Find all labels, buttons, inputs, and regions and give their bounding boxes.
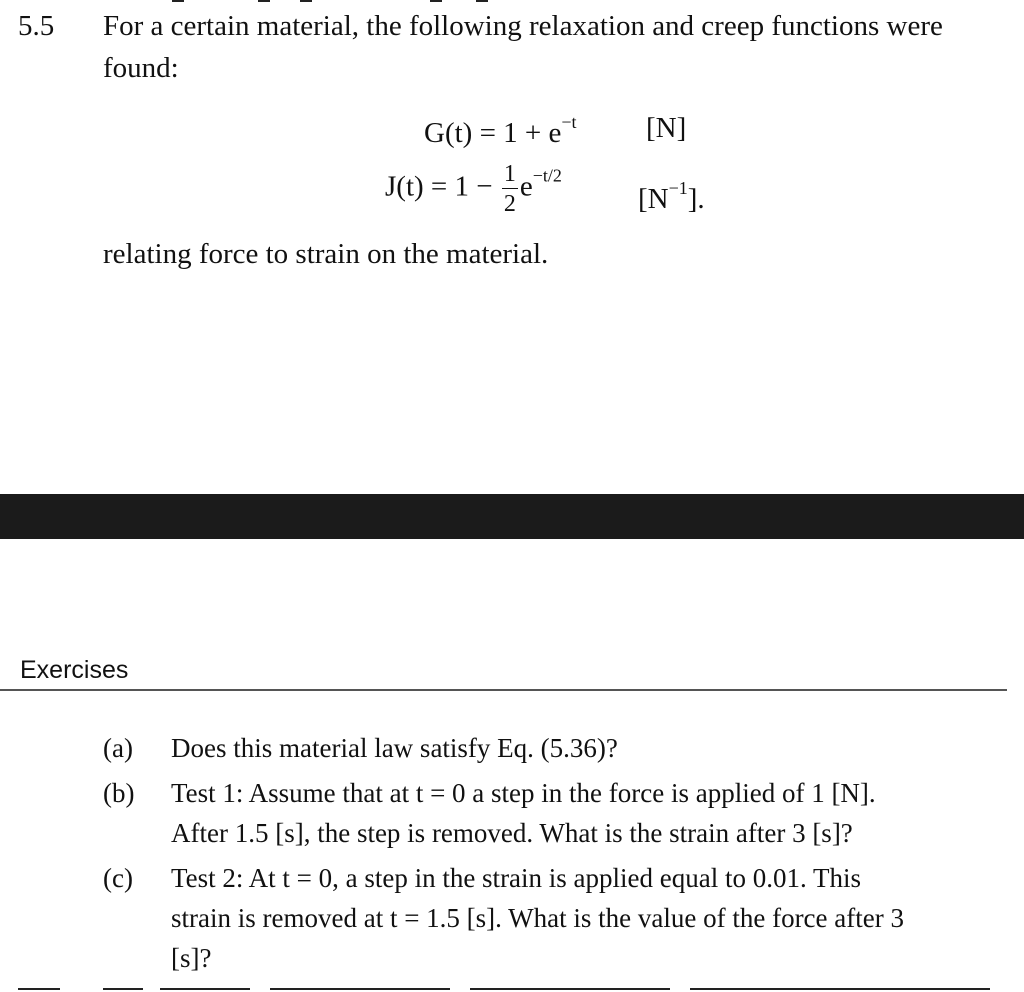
exercise-c-line-1: Test 2: At t = 0, a step in the strain is applied equal to 0.01. This (171, 863, 862, 893)
clipped-top-text (0, 0, 1024, 6)
exercise-label-a: (a) (103, 733, 133, 763)
creep-unit-exponent: −1 (668, 178, 688, 198)
relaxation-equation (424, 112, 577, 150)
divider-bar (0, 494, 1024, 539)
creep-equation (385, 162, 562, 216)
creep-lhs: J(t) = 1 − (385, 170, 493, 203)
problem-number: 5.5 (18, 10, 55, 42)
exercise-c-line-2: strain is removed at t = 1.5 [s]. What is the value of the force after 3 (171, 903, 904, 933)
clipped-mark (103, 988, 143, 990)
exercise-label-c: (c) (103, 863, 133, 893)
exercise-b-line-2: After 1.5 [s], the step is removed. What is the strain after 3 [s]? (171, 818, 853, 848)
clipped-mark (430, 0, 442, 2)
clipped-mark (160, 988, 250, 990)
problem-statement-line-1: For a certain material, the following relaxation and creep functions were (103, 10, 943, 42)
creep-exponent: −t/2 (532, 165, 562, 186)
relaxation-unit: [N] (646, 112, 687, 144)
creep-fraction (502, 162, 518, 216)
clipped-mark (172, 0, 184, 2)
clipped-mark (470, 988, 670, 990)
clipped-bottom-text (0, 984, 1024, 992)
exercises-rule (0, 689, 1007, 691)
exercise-a-line-1: Does this material law satisfy Eq. (5.36)? (171, 733, 618, 763)
creep-frac-denominator: 2 (503, 191, 516, 217)
relaxation-lhs: G(t) = 1 + e (424, 117, 562, 149)
relating-text: relating force to strain on the material. (103, 238, 549, 270)
clipped-mark (258, 0, 270, 2)
exercise-c-line-3: [s]? (171, 943, 212, 973)
clipped-mark (18, 988, 60, 990)
creep-unit-close: ]. (687, 183, 705, 215)
creep-frac-numerator: 1 (503, 161, 516, 187)
exercise-label-b: (b) (103, 778, 135, 808)
clipped-mark (476, 0, 488, 2)
creep-unit (638, 178, 705, 216)
creep-unit-open: [N (638, 183, 669, 215)
relaxation-exponent: −t (561, 112, 577, 132)
clipped-mark (300, 0, 312, 2)
exercises-heading: Exercises (20, 656, 129, 684)
problem-statement-line-2: found: (103, 52, 179, 84)
clipped-mark (690, 988, 990, 990)
exercise-b-line-1: Test 1: Assume that at t = 0 a step in the force is applied of 1 [N]. (171, 778, 876, 808)
clipped-mark (270, 988, 450, 990)
creep-base: e (519, 170, 533, 203)
